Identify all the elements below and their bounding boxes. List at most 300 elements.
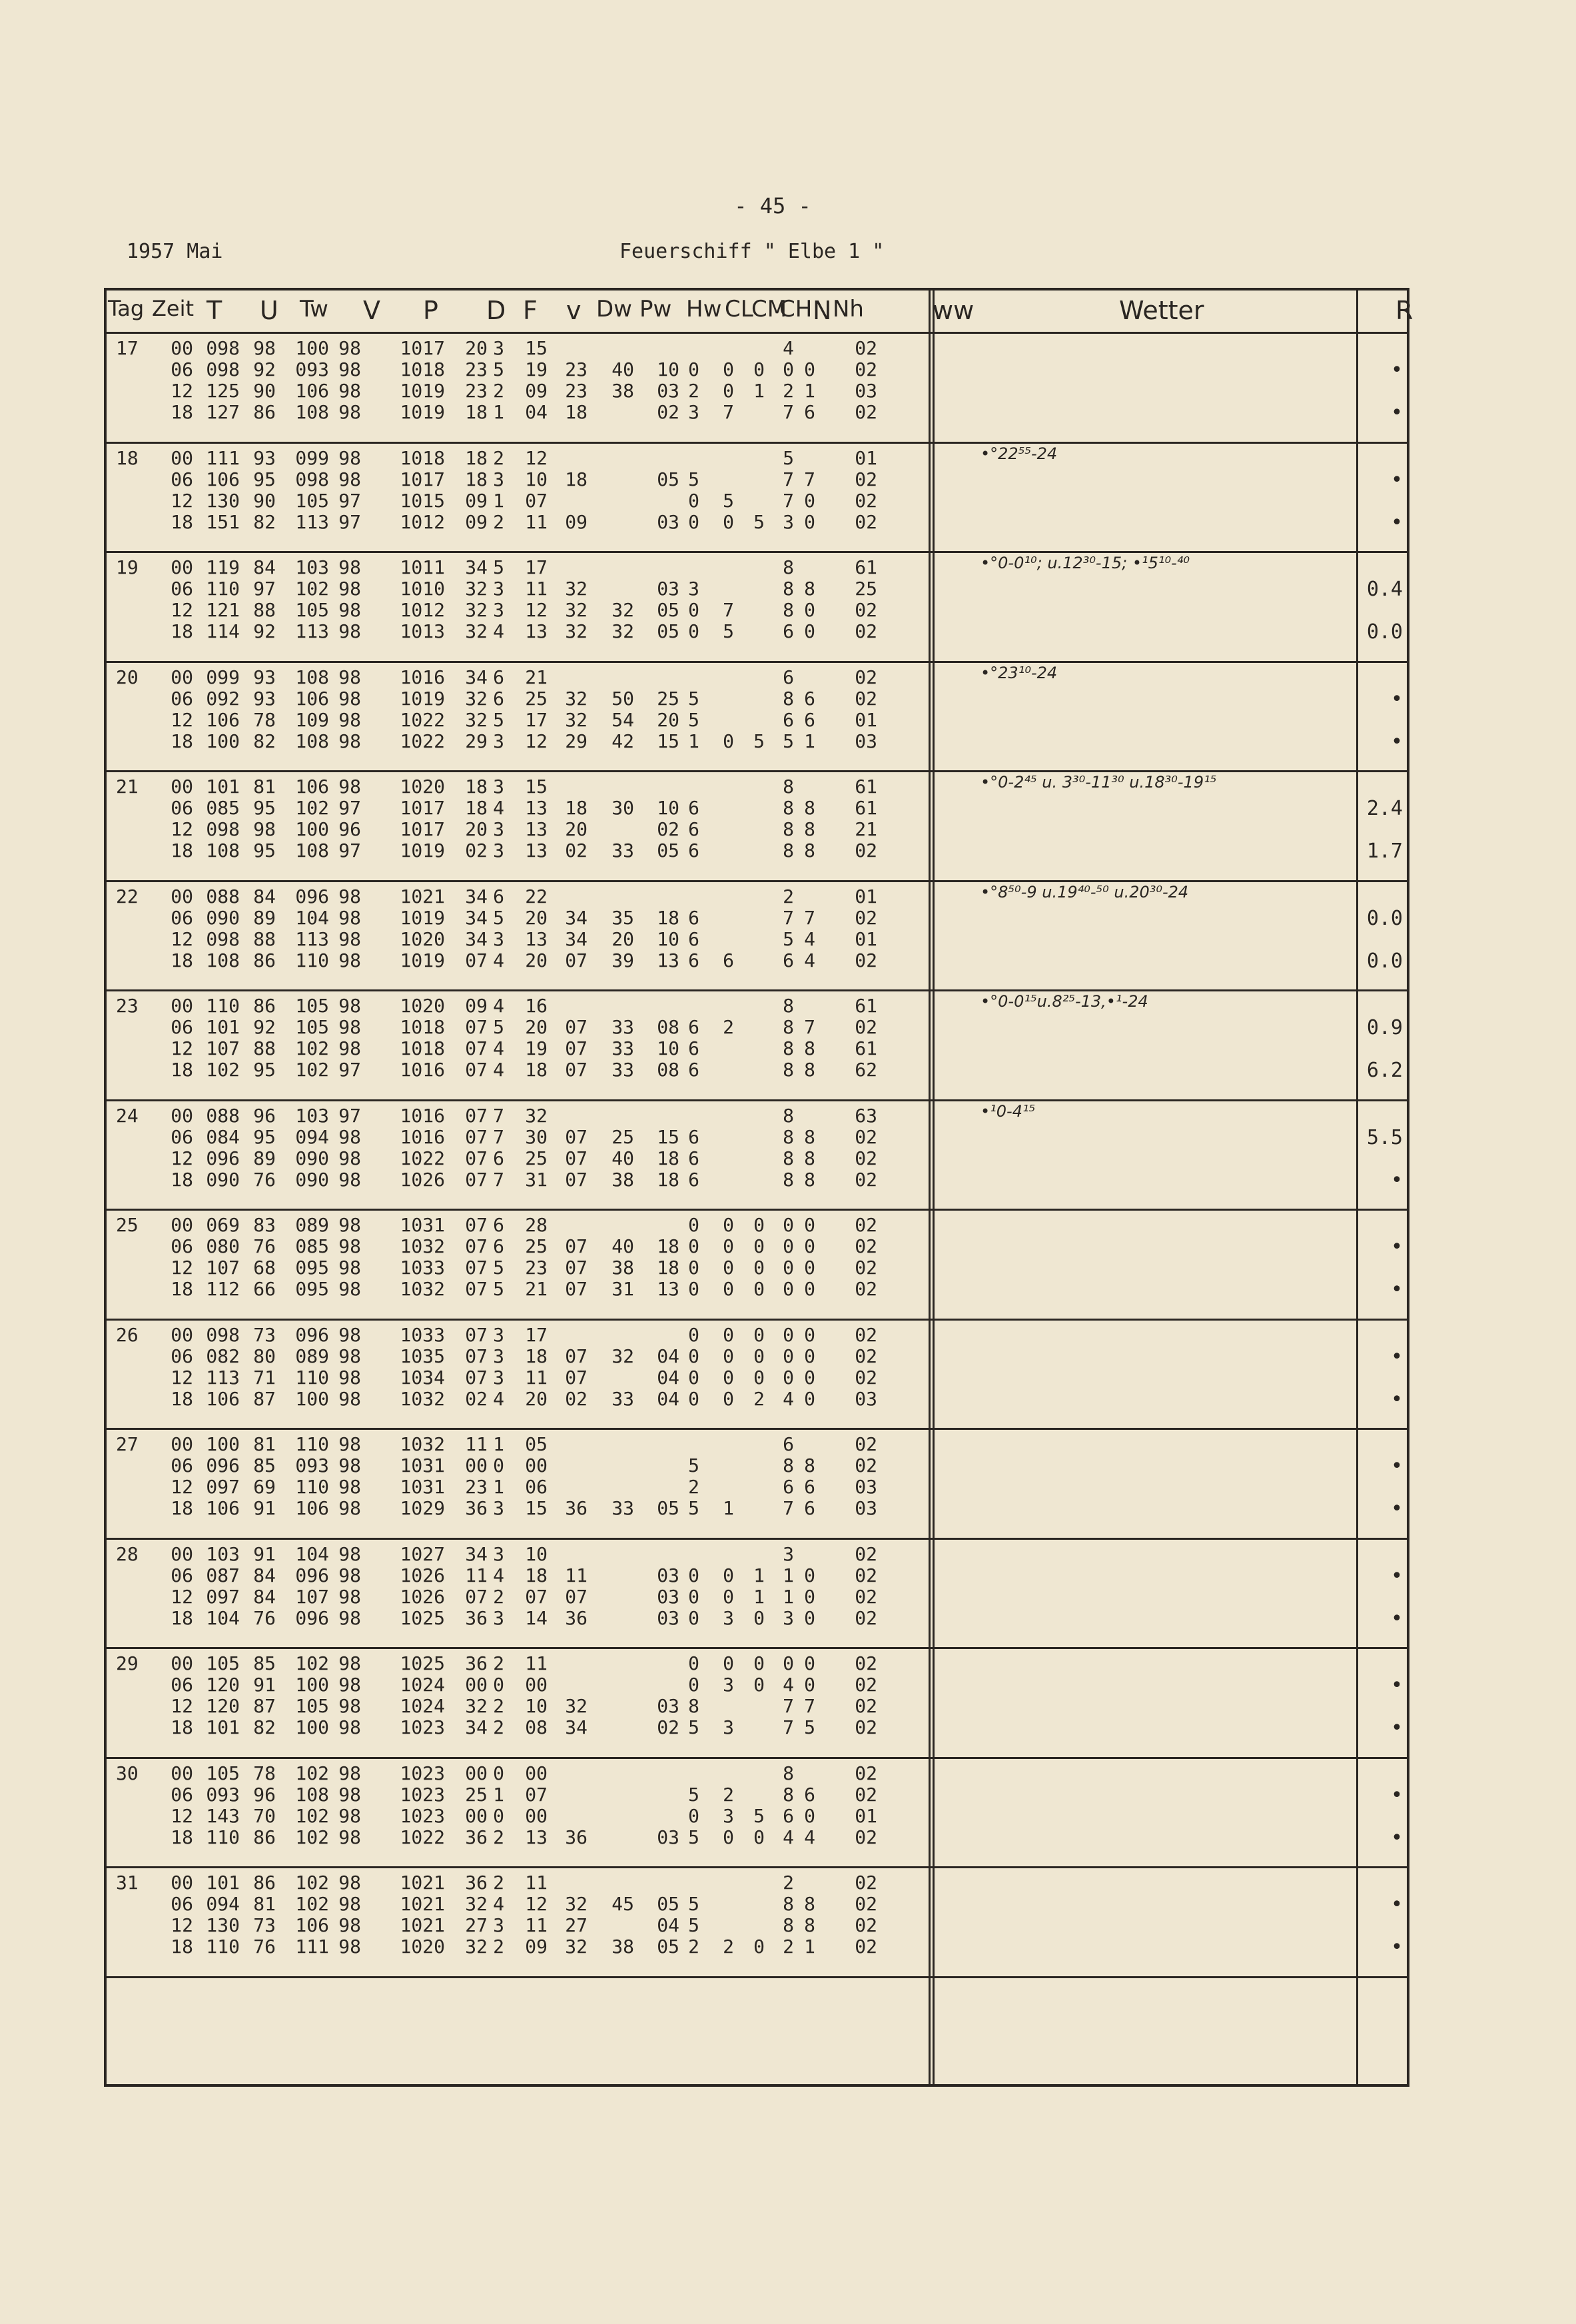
cell-p: 1012 <box>400 510 445 533</box>
column-header-cm: CM <box>751 296 787 322</box>
cell-ww: 61 <box>855 1037 877 1059</box>
cell-f: 2 <box>493 446 504 469</box>
cell-u: 84 <box>253 1585 276 1608</box>
cell-u: 93 <box>253 446 276 469</box>
cell-tw: 105 <box>295 1695 329 1717</box>
cell-ww: 02 <box>855 1936 877 1958</box>
cell-n: 7 <box>783 468 794 490</box>
cell-cl: 5 <box>688 1783 699 1806</box>
cell-tw: 104 <box>295 906 329 929</box>
cell-n: 8 <box>783 1037 794 1059</box>
cell-u: 95 <box>253 840 276 862</box>
cell-ww: 02 <box>855 337 877 359</box>
cell-n: 2 <box>783 1872 794 1894</box>
cell-tw: 090 <box>295 1147 329 1169</box>
cell-tw: 102 <box>295 1652 329 1674</box>
cell-v: 98 <box>338 1914 361 1936</box>
cell-v: 98 <box>338 1016 361 1038</box>
cell-tw: 095 <box>295 1278 329 1300</box>
cell-zeit: 18 <box>171 1936 193 1958</box>
cell-pw: 20 <box>611 927 634 950</box>
cell-n: 4 <box>783 337 794 359</box>
cell-d: 32 <box>465 578 488 600</box>
cell-cl: 0 <box>688 1804 699 1827</box>
cell-v: 98 <box>338 1387 361 1410</box>
cell-wetter: •°0-2⁴⁵ u. 3³⁰-11³⁰ u.18³⁰-19¹⁵ <box>981 773 1217 792</box>
cell-cm: 0 <box>723 730 734 752</box>
cell-dw: 32 <box>565 620 588 642</box>
cell-n: 7 <box>783 401 794 423</box>
cell-n: 1 <box>783 1585 794 1608</box>
cell-dw: 32 <box>565 1695 588 1717</box>
cell-p: 1029 <box>400 1497 445 1519</box>
cell-v: 11 <box>525 578 548 600</box>
cell-zeit: 12 <box>171 708 193 731</box>
cell-ww: 01 <box>855 708 877 731</box>
cell-n: 3 <box>783 1606 794 1629</box>
cell-cl: 1 <box>688 730 699 752</box>
cell-d: 36 <box>465 1872 488 1894</box>
cell-cm: 0 <box>723 1278 734 1300</box>
cell-v: 15 <box>525 1497 548 1519</box>
cell-tw: 100 <box>295 1387 329 1410</box>
cell-f: 2 <box>493 380 504 402</box>
cell-t: 098 <box>206 1323 240 1346</box>
cell-t: 087 <box>206 1564 240 1586</box>
cell-dw: 07 <box>565 1168 588 1191</box>
column-header-tw: Tw <box>300 296 328 322</box>
cell-p: 1012 <box>400 599 445 621</box>
cell-zeit: 00 <box>171 885 193 907</box>
cell-n: 0 <box>783 1257 794 1279</box>
cell-v: 13 <box>525 620 548 642</box>
cell-v: 98 <box>338 1147 361 1169</box>
cell-f: 6 <box>493 1214 504 1236</box>
cell-cl: 2 <box>688 1476 699 1498</box>
cell-r: 0.0 <box>1366 949 1403 973</box>
cell-t: 096 <box>206 1454 240 1476</box>
cell-u: 92 <box>253 1016 276 1038</box>
cell-nh: 0 <box>804 1564 815 1586</box>
cell-v: 98 <box>338 1652 361 1674</box>
cell-v: 18 <box>525 1345 548 1367</box>
column-header-v: V <box>363 296 380 325</box>
cell-d: 07 <box>465 1345 488 1367</box>
day-divider <box>107 1866 1407 1868</box>
cell-d: 36 <box>465 1497 488 1519</box>
cell-ch: 0 <box>753 1366 765 1389</box>
cell-p: 1017 <box>400 818 445 840</box>
cell-tw: 113 <box>295 510 329 533</box>
cell-u: 76 <box>253 1235 276 1257</box>
cell-tw: 102 <box>295 797 329 819</box>
cell-ch: 5 <box>753 730 765 752</box>
cell-u: 86 <box>253 1826 276 1848</box>
cell-cl: 0 <box>688 620 699 642</box>
header-divider <box>107 332 1407 334</box>
cell-pw: 33 <box>611 1037 634 1059</box>
cell-dw: 11 <box>565 1564 588 1586</box>
cell-f: 3 <box>493 337 504 359</box>
cell-dw: 07 <box>565 949 588 971</box>
cell-zeit: 00 <box>171 995 193 1017</box>
cell-nh: 8 <box>804 797 815 819</box>
cell-dw: 34 <box>565 1716 588 1738</box>
cell-pw: 33 <box>611 840 634 862</box>
cell-n: 5 <box>783 927 794 950</box>
cell-n: 8 <box>783 1893 794 1915</box>
cell-v: 98 <box>338 1542 361 1565</box>
cell-nh: 4 <box>804 949 815 971</box>
cell-u: 70 <box>253 1804 276 1827</box>
cell-dw: 32 <box>565 687 588 710</box>
cell-t: 101 <box>206 1016 240 1038</box>
cell-ww: 02 <box>855 358 877 380</box>
cell-u: 95 <box>253 468 276 490</box>
cell-ch: 1 <box>753 1564 765 1586</box>
cell-p: 1017 <box>400 337 445 359</box>
day-number: 20 <box>116 666 139 688</box>
cell-nh: 8 <box>804 1147 815 1169</box>
cell-ww: 03 <box>855 730 877 752</box>
cell-v: 20 <box>525 1387 548 1410</box>
cell-v: 12 <box>525 599 548 621</box>
cell-tw: 098 <box>295 468 329 490</box>
cell-f: 5 <box>493 708 504 731</box>
cell-dw: 07 <box>565 1037 588 1059</box>
cell-v: 14 <box>525 1606 548 1629</box>
cell-v: 19 <box>525 358 548 380</box>
cell-tw: 093 <box>295 1454 329 1476</box>
cell-f: 3 <box>493 1542 504 1565</box>
cell-r: • <box>1390 687 1403 711</box>
day-number: 17 <box>116 337 139 359</box>
cell-u: 84 <box>253 1564 276 1586</box>
cell-hw: 15 <box>657 730 679 752</box>
cell-zeit: 06 <box>171 578 193 600</box>
cell-n: 8 <box>783 1783 794 1806</box>
cell-r: • <box>1390 1387 1403 1411</box>
cell-f: 5 <box>493 1016 504 1038</box>
cell-dw: 07 <box>565 1257 588 1279</box>
cell-pw: 38 <box>611 1168 634 1191</box>
cell-v: 98 <box>338 468 361 490</box>
cell-u: 91 <box>253 1497 276 1519</box>
cell-n: 8 <box>783 1059 794 1081</box>
cell-f: 3 <box>493 468 504 490</box>
cell-u: 98 <box>253 337 276 359</box>
cell-p: 1020 <box>400 995 445 1017</box>
cell-dw: 18 <box>565 401 588 423</box>
cell-zeit: 18 <box>171 1278 193 1300</box>
cell-zeit: 18 <box>171 840 193 862</box>
day-number: 31 <box>116 1872 139 1894</box>
cell-r: • <box>1390 468 1403 492</box>
cell-r: • <box>1390 1497 1403 1520</box>
cell-d: 02 <box>465 1387 488 1410</box>
cell-nh: 8 <box>804 578 815 600</box>
day-divider <box>107 770 1407 772</box>
cell-f: 4 <box>493 1037 504 1059</box>
cell-r: • <box>1390 401 1403 424</box>
cell-n: 7 <box>783 906 794 929</box>
cell-nh: 8 <box>804 1914 815 1936</box>
cell-cl: 6 <box>688 797 699 819</box>
cell-d: 18 <box>465 446 488 469</box>
cell-u: 78 <box>253 708 276 731</box>
cell-u: 76 <box>253 1606 276 1629</box>
cell-t: 120 <box>206 1674 240 1696</box>
cell-zeit: 06 <box>171 468 193 490</box>
cell-pw: 38 <box>611 380 634 402</box>
cell-v: 19 <box>525 1037 548 1059</box>
cell-n: 6 <box>783 1476 794 1498</box>
cell-r: • <box>1390 1783 1403 1807</box>
column-header-r: R <box>1395 296 1413 325</box>
cell-t: 084 <box>206 1125 240 1148</box>
cell-ch: 1 <box>753 1585 765 1608</box>
cell-f: 2 <box>493 1936 504 1958</box>
column-header-u: U <box>260 296 278 325</box>
cell-ww: 02 <box>855 949 877 971</box>
cell-cm: 3 <box>723 1606 734 1629</box>
cell-u: 88 <box>253 927 276 950</box>
cell-u: 81 <box>253 1893 276 1915</box>
cell-tw: 102 <box>295 1059 329 1081</box>
cell-tw: 096 <box>295 1323 329 1346</box>
cell-nh: 1 <box>804 1936 815 1958</box>
cell-hw: 03 <box>657 578 679 600</box>
cell-t: 105 <box>206 1652 240 1674</box>
cell-t: 100 <box>206 730 240 752</box>
cell-zeit: 18 <box>171 1497 193 1519</box>
cell-r: • <box>1390 1345 1403 1369</box>
cell-u: 82 <box>253 730 276 752</box>
column-header-f: F <box>523 296 538 325</box>
cell-t: 101 <box>206 776 240 798</box>
cell-wetter: •¹0-4¹⁵ <box>981 1101 1036 1121</box>
cell-t: 093 <box>206 1783 240 1806</box>
cell-cl: 5 <box>688 1497 699 1519</box>
cell-f: 5 <box>493 1257 504 1279</box>
cell-dw: 29 <box>565 730 588 752</box>
cell-n: 8 <box>783 1147 794 1169</box>
cell-ch: 0 <box>753 1214 765 1236</box>
cell-cl: 6 <box>688 1168 699 1191</box>
cell-p: 1033 <box>400 1323 445 1346</box>
cell-t: 101 <box>206 1716 240 1738</box>
cell-n: 8 <box>783 1454 794 1476</box>
cell-u: 71 <box>253 1366 276 1389</box>
cell-hw: 03 <box>657 1564 679 1586</box>
cell-pw: 33 <box>611 1387 634 1410</box>
cell-ch: 0 <box>753 1278 765 1300</box>
cell-tw: 090 <box>295 1168 329 1191</box>
cell-tw: 105 <box>295 489 329 512</box>
day-divider <box>107 1647 1407 1649</box>
cell-p: 1025 <box>400 1652 445 1674</box>
cell-u: 85 <box>253 1652 276 1674</box>
cell-pw: 30 <box>611 797 634 819</box>
cell-t: 105 <box>206 1762 240 1784</box>
cell-pw: 39 <box>611 949 634 971</box>
column-header-n: N <box>813 296 832 325</box>
cell-hw: 10 <box>657 1037 679 1059</box>
column-header-wetter: Wetter <box>1119 296 1204 325</box>
cell-d: 00 <box>465 1804 488 1827</box>
cell-tw: 102 <box>295 578 329 600</box>
cell-t: 096 <box>206 1147 240 1169</box>
cell-pw: 54 <box>611 708 634 731</box>
cell-v: 07 <box>525 489 548 512</box>
cell-zeit: 18 <box>171 949 193 971</box>
cell-ww: 63 <box>855 1104 877 1127</box>
cell-v: 98 <box>338 1936 361 1958</box>
cell-d: 07 <box>465 1125 488 1148</box>
cell-ww: 21 <box>855 818 877 840</box>
cell-ww: 03 <box>855 1387 877 1410</box>
cell-tw: 110 <box>295 949 329 971</box>
cell-tw: 094 <box>295 1125 329 1148</box>
cell-cm: 0 <box>723 1387 734 1410</box>
cell-p: 1022 <box>400 1826 445 1848</box>
cell-zeit: 18 <box>171 1606 193 1629</box>
cell-cm: 5 <box>723 489 734 512</box>
cell-t: 107 <box>206 1257 240 1279</box>
cell-hw: 13 <box>657 1278 679 1300</box>
cell-ww: 61 <box>855 776 877 798</box>
cell-t: 088 <box>206 885 240 907</box>
cell-ww: 02 <box>855 1872 877 1894</box>
cell-r: • <box>1390 1606 1403 1630</box>
cell-n: 3 <box>783 510 794 533</box>
cell-r: • <box>1390 1674 1403 1697</box>
cell-cm: 5 <box>723 620 734 642</box>
cell-cl: 2 <box>688 380 699 402</box>
cell-f: 1 <box>493 1783 504 1806</box>
cell-pw: 40 <box>611 358 634 380</box>
cell-v: 98 <box>338 776 361 798</box>
cell-p: 1016 <box>400 1059 445 1081</box>
cell-hw: 03 <box>657 380 679 402</box>
cell-cl: 0 <box>688 599 699 621</box>
cell-ch: 0 <box>753 1652 765 1674</box>
cell-d: 07 <box>465 1168 488 1191</box>
cell-ww: 61 <box>855 995 877 1017</box>
cell-hw: 05 <box>657 1893 679 1915</box>
cell-hw: 05 <box>657 620 679 642</box>
cell-u: 90 <box>253 380 276 402</box>
cell-pw: 42 <box>611 730 634 752</box>
cell-v: 21 <box>525 1278 548 1300</box>
cell-cm: 0 <box>723 380 734 402</box>
cell-cm: 0 <box>723 510 734 533</box>
cell-hw: 03 <box>657 1606 679 1629</box>
cell-nh: 5 <box>804 1716 815 1738</box>
day-number: 22 <box>116 885 139 907</box>
cell-nh: 4 <box>804 927 815 950</box>
cell-nh: 1 <box>804 730 815 752</box>
cell-d: 23 <box>465 380 488 402</box>
column-header-tag: Tag <box>108 296 145 321</box>
cell-dw: 09 <box>565 510 588 533</box>
cell-dw: 32 <box>565 578 588 600</box>
cell-p: 1019 <box>400 380 445 402</box>
cell-dw: 07 <box>565 1016 588 1038</box>
cell-d: 18 <box>465 776 488 798</box>
cell-r: • <box>1390 1454 1403 1478</box>
cell-t: 110 <box>206 1826 240 1848</box>
cell-u: 86 <box>253 995 276 1017</box>
cell-v: 13 <box>525 797 548 819</box>
column-header-hw: Hw <box>686 296 722 322</box>
cell-u: 69 <box>253 1476 276 1498</box>
cell-f: 4 <box>493 1059 504 1081</box>
cell-v: 22 <box>525 885 548 907</box>
cell-v: 15 <box>525 776 548 798</box>
cell-p: 1018 <box>400 446 445 469</box>
cell-tw: 113 <box>295 620 329 642</box>
cell-u: 92 <box>253 620 276 642</box>
cell-dw: 07 <box>565 1585 588 1608</box>
cell-nh: 6 <box>804 708 815 731</box>
cell-v: 25 <box>525 1147 548 1169</box>
cell-zeit: 00 <box>171 1652 193 1674</box>
cell-v: 12 <box>525 730 548 752</box>
cell-v: 98 <box>338 1762 361 1784</box>
cell-v: 96 <box>338 818 361 840</box>
day-divider <box>107 1099 1407 1101</box>
cell-ww: 03 <box>855 1497 877 1519</box>
cell-v: 98 <box>338 578 361 600</box>
cell-nh: 8 <box>804 1125 815 1148</box>
cell-u: 88 <box>253 599 276 621</box>
cell-tw: 093 <box>295 358 329 380</box>
cell-n: 8 <box>783 599 794 621</box>
cell-n: 4 <box>783 1674 794 1696</box>
cell-d: 32 <box>465 687 488 710</box>
cell-t: 110 <box>206 995 240 1017</box>
cell-f: 1 <box>493 489 504 512</box>
cell-cl: 0 <box>688 1674 699 1696</box>
cell-n: 5 <box>783 446 794 469</box>
cell-ww: 02 <box>855 1235 877 1257</box>
cell-pw: 32 <box>611 1345 634 1367</box>
cell-v: 12 <box>525 446 548 469</box>
cell-cm: 2 <box>723 1016 734 1038</box>
cell-n: 0 <box>783 1366 794 1389</box>
cell-dw: 32 <box>565 1893 588 1915</box>
cell-v: 00 <box>525 1804 548 1827</box>
cell-n: 0 <box>783 1652 794 1674</box>
day-number: 27 <box>116 1433 139 1455</box>
cell-zeit: 00 <box>171 1214 193 1236</box>
cell-hw: 10 <box>657 358 679 380</box>
cell-pw: 38 <box>611 1936 634 1958</box>
cell-zeit: 18 <box>171 1168 193 1191</box>
cell-d: 09 <box>465 489 488 512</box>
cell-v: 98 <box>338 620 361 642</box>
cell-u: 76 <box>253 1936 276 1958</box>
cell-wetter: •°0-0¹⁵u.8²⁵-13,•¹-24 <box>981 992 1148 1011</box>
cell-v: 98 <box>338 687 361 710</box>
cell-u: 95 <box>253 797 276 819</box>
cell-v: 97 <box>338 489 361 512</box>
cell-hw: 04 <box>657 1366 679 1389</box>
cell-v: 98 <box>338 949 361 971</box>
cell-n: 0 <box>783 1278 794 1300</box>
cell-d: 11 <box>465 1433 488 1455</box>
